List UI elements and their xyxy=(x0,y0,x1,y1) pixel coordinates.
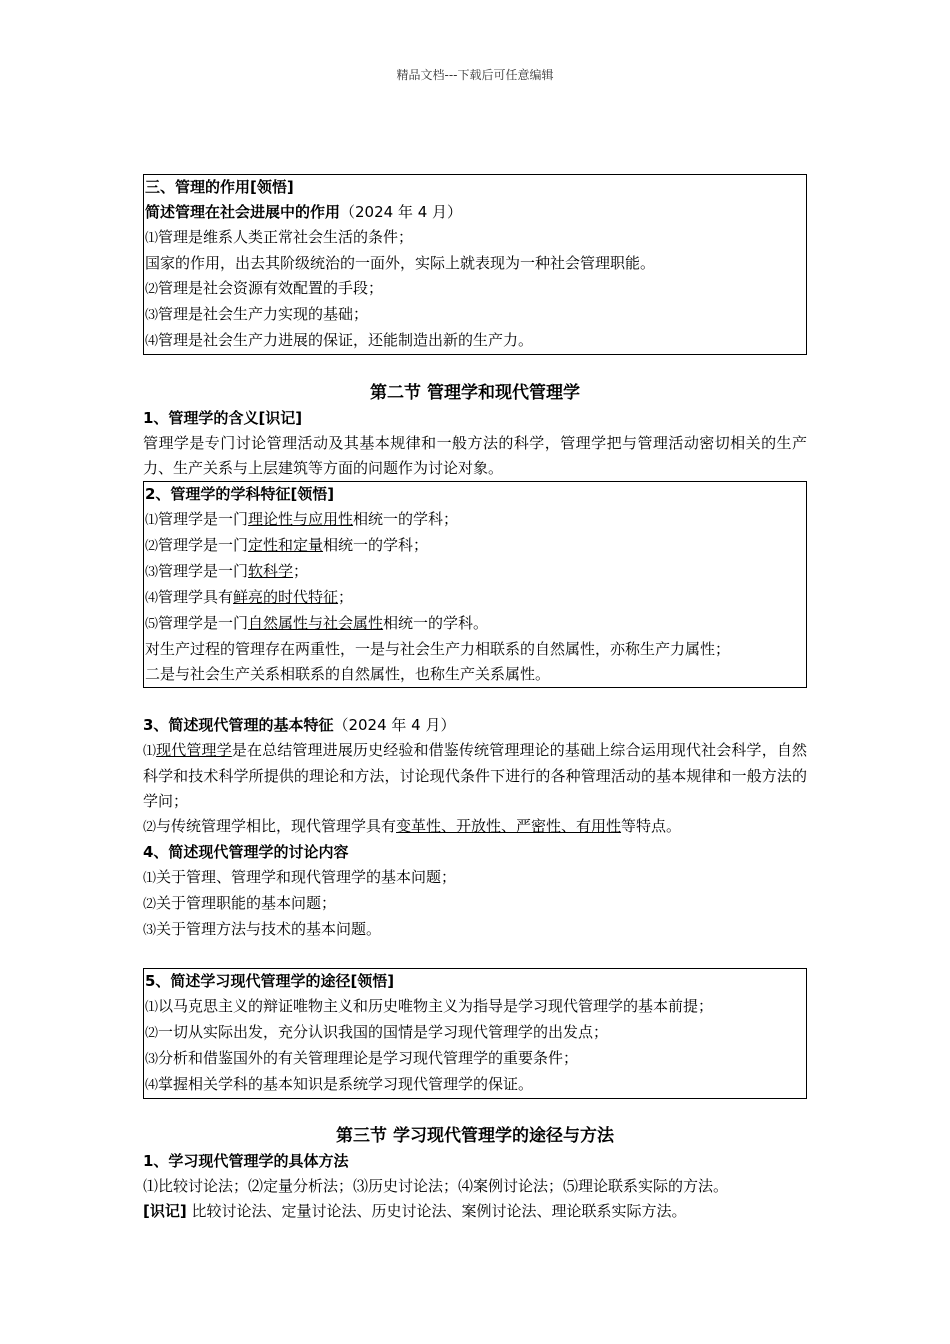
item-number: ⑵ xyxy=(145,1026,159,1041)
item-text: 管理是社会生产力实现的基础； xyxy=(158,305,369,323)
paragraph: ⑴比较讨论法；⑵定量分析法；⑶历史讨论法；⑷案例讨论法；⑸理论联系实际的方法。 xyxy=(143,1177,729,1195)
list-item xyxy=(145,559,806,585)
discipline-features-box xyxy=(143,481,807,688)
underlined-term: 变革性、开放性、严密性、有用性 xyxy=(396,817,622,835)
list-item xyxy=(145,1046,806,1072)
item-number: ⑴ xyxy=(145,513,159,528)
item-text: 相统一的学科； xyxy=(323,536,429,554)
item-text: 相统一的学科； xyxy=(353,510,459,528)
item-text: 与传统管理学相比，现代管理学具有 xyxy=(156,817,397,835)
list-item xyxy=(145,302,806,328)
item-number: ⑶ xyxy=(145,1052,159,1067)
item-number: ⑵ xyxy=(143,820,157,835)
paragraph xyxy=(143,1199,807,1224)
item-text: 关于管理方法与技术的基本问题。 xyxy=(156,920,382,938)
item-number: ⑶ xyxy=(145,308,159,323)
item-text: 关于管理职能的基本问题； xyxy=(156,894,337,912)
paragraph: 管理学是专门讨论管理活动及其基本规律和一般方法的科学，管理学把与管理活动密切相关的生产力、生产关系与上层建筑等方面的问题作为讨论对象。 xyxy=(143,434,807,477)
learning-paths-box xyxy=(143,968,807,1099)
section-title: 第三节 学习现代管理学的途径与方法 xyxy=(336,1126,614,1146)
item-number: ⑶ xyxy=(143,923,157,938)
section-heading: 2、管理学的学科特征[领悟] xyxy=(145,485,335,503)
item-text: 掌握相关学科的基本知识是系统学习现代管理学的保证。 xyxy=(158,1075,534,1093)
item-number: ⑵ xyxy=(143,897,157,912)
list-item xyxy=(145,533,806,559)
item-number: ⑶ xyxy=(145,565,159,580)
section-title: 第二节 管理学和现代管理学 xyxy=(370,383,580,403)
list-item xyxy=(143,917,807,943)
list-item xyxy=(143,891,807,917)
paragraph: 二是与社会生产关系相联系的自然属性，也称生产关系属性。 xyxy=(145,665,551,683)
list-item xyxy=(145,611,806,637)
list-item xyxy=(143,865,807,891)
item-text: ； xyxy=(338,588,354,606)
tag-label: [识记] xyxy=(143,1202,187,1220)
item-text: 管理是社会资源有效配置的手段； xyxy=(158,279,384,297)
question-date: （2024 年 4 月） xyxy=(333,716,456,734)
item-text: 管理是社会生产力进展的保证，还能制造出新的生产力。 xyxy=(158,331,534,349)
subheading: 3、简述现代管理的基本特征 xyxy=(143,716,334,734)
item-text: 管理学具有 xyxy=(158,588,234,606)
item-number: ⑴ xyxy=(143,744,157,759)
item-text: 以马克思主义的辩证唯物主义和历史唯物主义为指导是学习现代管理学的基本前提； xyxy=(158,997,714,1015)
subheading-line xyxy=(143,713,807,738)
item-number: ⑷ xyxy=(145,334,159,349)
item-text: 等特点。 xyxy=(621,817,682,835)
item-text: 是在总结管理进展历史经验和借鉴传统管理理论的基础上综合运用现代社会科学，自然科学和技术科学所提供的理论和方法，讨论现代条件下进行的各种管理活动的基本规律和一般方法的学问； xyxy=(143,741,807,810)
paragraph: 国家的作用，出去其阶级统治的一面外，实际上就表现为一种社会管理职能。 xyxy=(145,254,656,272)
item-text: 管理学是一门 xyxy=(158,510,249,528)
subheading: 1、管理学的含义[识记] xyxy=(143,409,303,427)
item-text: 管理学是一门 xyxy=(158,614,249,632)
underlined-term: 现代管理学 xyxy=(156,741,232,759)
item-number: ⑴ xyxy=(145,231,159,246)
item-text: 管理是维系人类正常社会生活的条件； xyxy=(158,228,414,246)
document-body xyxy=(143,174,807,1224)
item-text: 一切从实际出发，充分认识我国的国情是学习现代管理学的出发点； xyxy=(158,1023,609,1041)
list-item xyxy=(143,738,807,814)
underlined-term: 定性和定量 xyxy=(248,536,324,554)
item-text: ； xyxy=(293,562,309,580)
underlined-term: 软科学 xyxy=(248,562,294,580)
item-number: ⑷ xyxy=(145,591,159,606)
underlined-term: 理论性与应用性 xyxy=(248,510,354,528)
question-text: 简述管理在社会进展中的作用 xyxy=(145,203,341,221)
role-of-management-box xyxy=(143,174,807,355)
item-text: 管理学是一门 xyxy=(158,562,249,580)
item-number: ⑵ xyxy=(145,282,159,297)
item-number: ⑸ xyxy=(145,617,159,632)
item-number: ⑴ xyxy=(145,1000,159,1015)
underlined-term: 鲜亮的时代特征 xyxy=(233,588,339,606)
subheading: 1、学习现代管理学的具体方法 xyxy=(143,1152,349,1170)
list-item xyxy=(145,994,806,1020)
paragraph: 对生产过程的管理存在两重性，一是与社会生产力相联系的自然属性，亦称生产力属性； xyxy=(145,640,731,658)
item-text: 比较讨论法、定量讨论法、历史讨论法、案例讨论法、理论联系实际方法。 xyxy=(186,1202,687,1220)
item-number: ⑴ xyxy=(143,871,157,886)
underlined-term: 自然属性与社会属性 xyxy=(248,614,384,632)
list-item xyxy=(145,276,806,302)
list-item xyxy=(143,814,807,840)
list-item xyxy=(145,1020,806,1046)
subheading: 4、简述现代管理学的讨论内容 xyxy=(143,843,349,861)
item-number: ⑷ xyxy=(145,1078,159,1093)
list-item xyxy=(145,328,806,354)
question-line xyxy=(145,200,806,225)
item-text: 分析和借鉴国外的有关管理理论是学习现代管理学的重要条件； xyxy=(158,1049,579,1067)
page-header: 精品文档---下载后可任意编辑 xyxy=(396,68,554,82)
item-text: 相统一的学科。 xyxy=(383,614,489,632)
item-text: 管理学是一门 xyxy=(158,536,249,554)
list-item xyxy=(145,507,806,533)
section-heading: 5、简述学习现代管理学的途径[领悟] xyxy=(145,972,395,990)
item-text: 关于管理、管理学和现代管理学的基本问题； xyxy=(156,868,457,886)
list-item xyxy=(145,225,806,251)
item-number: ⑵ xyxy=(145,539,159,554)
list-item xyxy=(145,585,806,611)
list-item xyxy=(145,1072,806,1098)
question-date: （2024 年 4 月） xyxy=(340,203,463,221)
section-heading: 三、管理的作用[领悟] xyxy=(145,178,294,196)
